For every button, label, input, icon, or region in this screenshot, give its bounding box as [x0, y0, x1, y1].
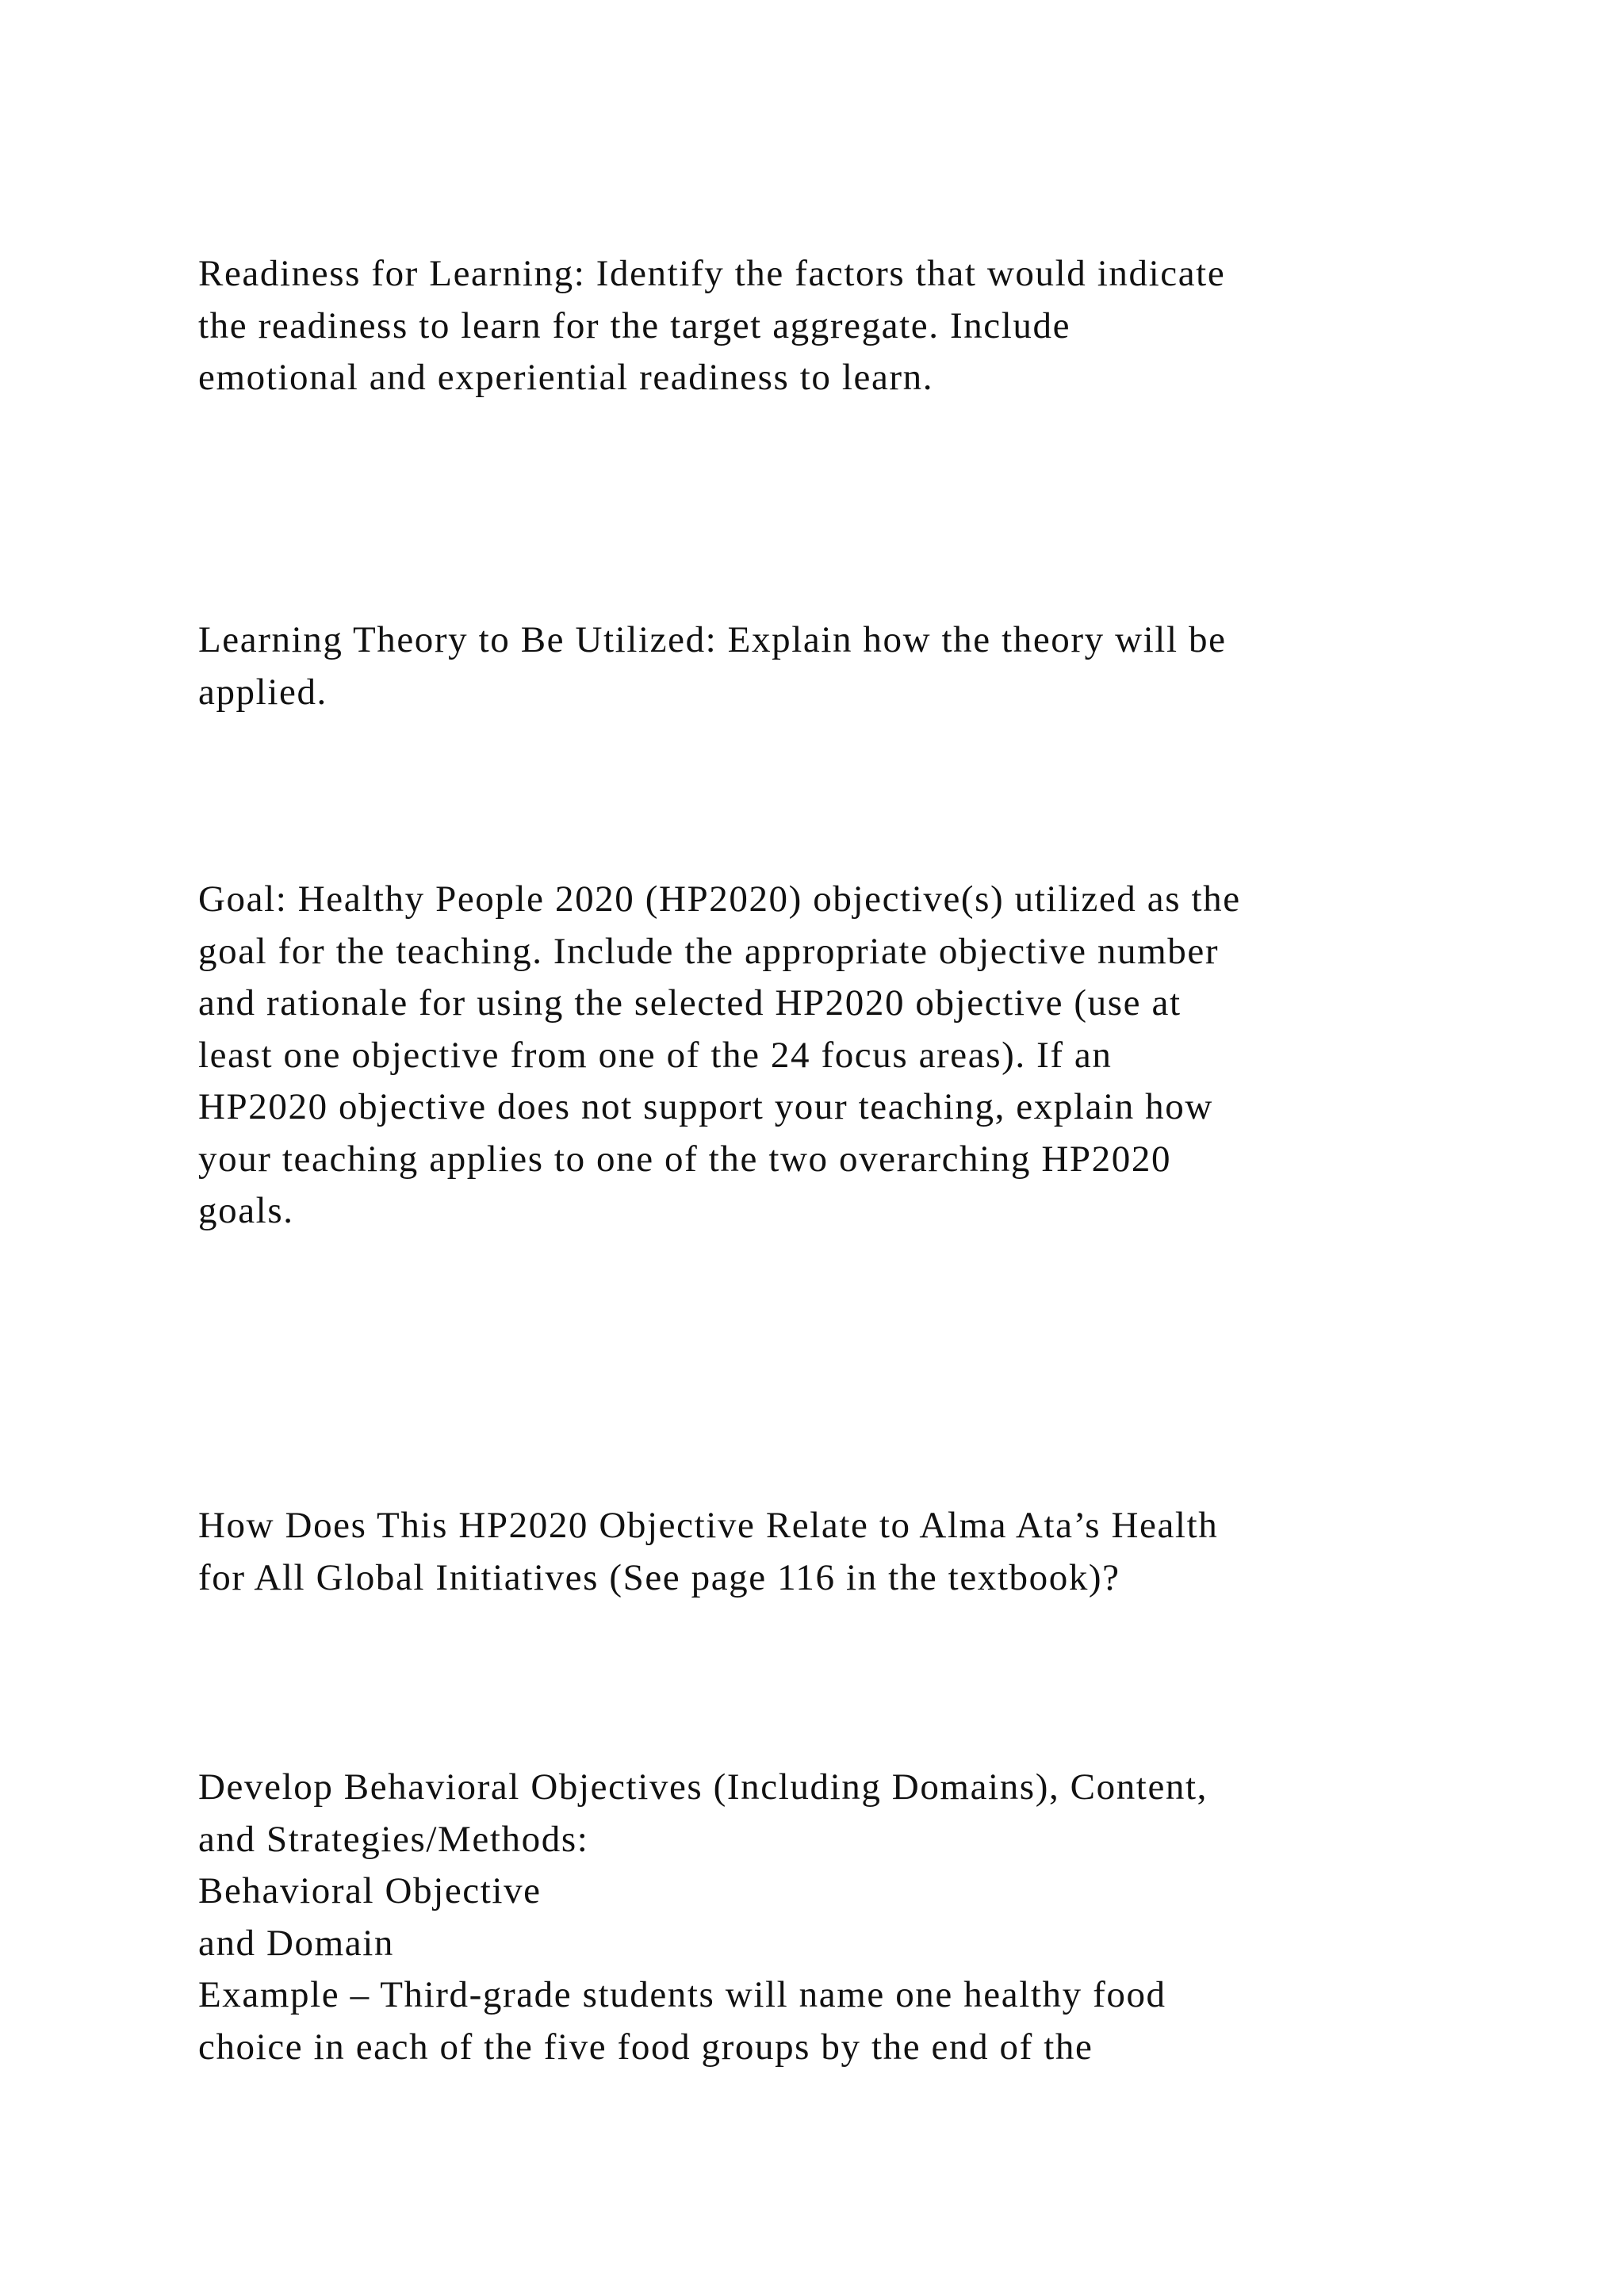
text-line: Example – Third-grade students will name one healthy food [198, 1974, 1166, 2015]
text-line: applied. [198, 671, 327, 713]
text-line: goals. [198, 1190, 294, 1231]
text-line: for All Global Initiatives (See page 116 in the textbook)? [198, 1556, 1120, 1598]
text-line: the readiness to learn for the target aggregate. Include [198, 304, 1071, 346]
text-line: goal for the teaching. Include the appropriate objective number [198, 930, 1220, 972]
paragraph-readiness-for-learning [198, 248, 1499, 404]
text-line: Learning Theory to Be Utilized: Explain how the theory will be [198, 619, 1227, 660]
paragraph-goal [198, 874, 1499, 1238]
text-line: Readiness for Learning: Identify the factors that would indicate [198, 253, 1226, 294]
text-line: choice in each of the five food groups by the end of the [198, 2026, 1094, 2068]
paragraph-learning-theory [198, 614, 1499, 718]
text-line: Behavioral Objective [198, 1870, 542, 1911]
text-line: Goal: Healthy People 2020 (HP2020) objective(s) utilized as the [198, 878, 1241, 920]
text-line: and rationale for using the selected HP2020 objective (use at [198, 982, 1182, 1024]
text-line: least one objective from one of the 24 focus areas). If an [198, 1034, 1113, 1076]
text-line: Develop Behavioral Objectives (Including Domains), Content, [198, 1766, 1208, 1808]
text-line: and Strategies/Methods: [198, 1818, 589, 1860]
paragraph-behavioral-objectives [198, 1762, 1499, 2073]
paragraph-alma-ata [198, 1500, 1499, 1604]
text-line: your teaching applies to one of the two overarching HP2020 [198, 1138, 1172, 1180]
text-line: and Domain [198, 1922, 395, 1964]
text-line: emotional and experiential readiness to learn. [198, 357, 934, 398]
text-line: How Does This HP2020 Objective Relate to Alma Ata’s Health [198, 1505, 1219, 1546]
text-line: HP2020 objective does not support your teaching, explain how [198, 1086, 1213, 1127]
